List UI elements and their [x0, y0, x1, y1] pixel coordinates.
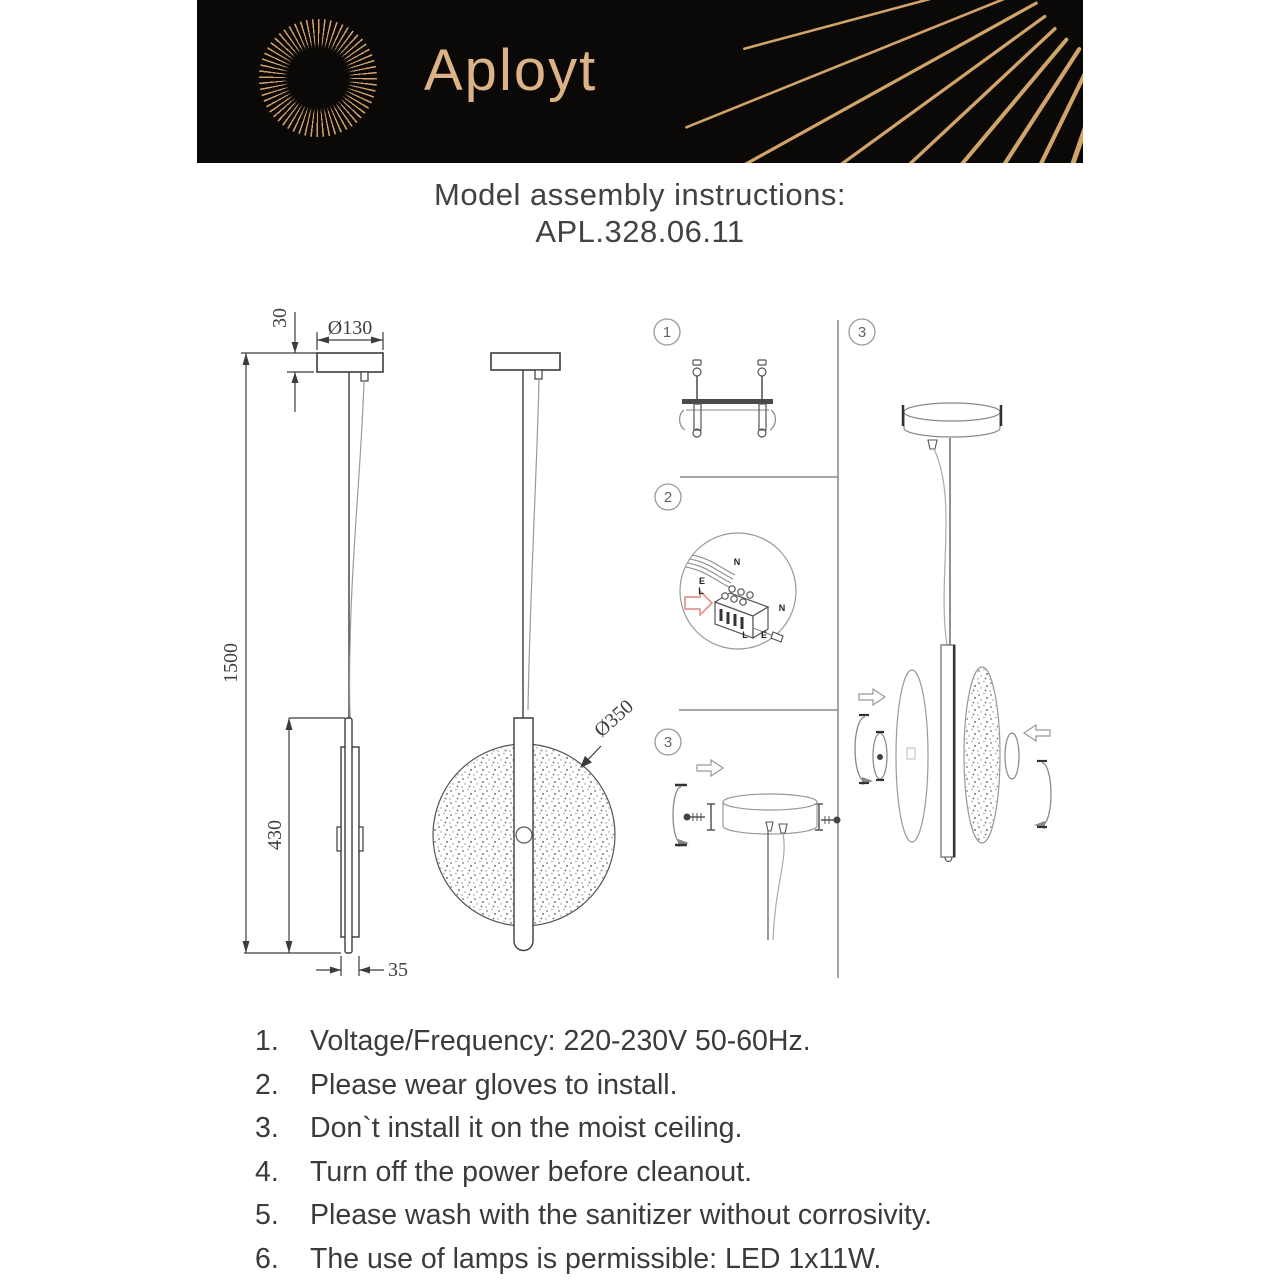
- page-title: Model assembly instructions:: [197, 176, 1083, 214]
- assembly-exploded-view: [855, 403, 1051, 862]
- instructions-list: [255, 1020, 1065, 1281]
- dim-fixture-height: 430: [264, 820, 286, 850]
- item-text: Please wash with the sanitizer without corrosivity.: [310, 1194, 1065, 1238]
- front-view-drawing: [433, 353, 615, 951]
- side-view-drawing: [241, 312, 384, 976]
- technical-drawings: [197, 260, 1083, 1010]
- wire-label-e-bottom: E: [761, 630, 767, 640]
- brand-banner: [197, 0, 1083, 163]
- item-text: The use of lamps is permissible: LED 1x11W.: [310, 1238, 1065, 1281]
- wire-label-n-top: N: [734, 557, 741, 567]
- starburst-logo-icon: [259, 19, 377, 137]
- wire-label-l-left: L: [698, 586, 704, 596]
- instruction-sheet: [197, 0, 1083, 1280]
- item-text: Turn off the power before cleanout.: [310, 1151, 1065, 1195]
- list-item: [255, 1238, 1065, 1281]
- item-number: 3.: [255, 1107, 310, 1151]
- dim-fixture-width: 35: [388, 959, 408, 981]
- item-text: Voltage/Frequency: 220-230V 50-60Hz.: [310, 1020, 1065, 1064]
- wire-label-n-right: N: [779, 603, 786, 613]
- title-block: [197, 176, 1083, 250]
- dim-canopy-diameter: Ø130: [328, 317, 372, 339]
- item-number: 1.: [255, 1020, 310, 1064]
- step-1-badge: 1: [663, 324, 671, 341]
- dim-canopy-offset: 30: [269, 308, 291, 328]
- list-item: [255, 1107, 1065, 1151]
- push-arrow-right-icon: [1024, 725, 1050, 741]
- push-arrow-left-icon: [859, 689, 885, 705]
- item-number: 5.: [255, 1194, 310, 1238]
- step-3-right-badge: 3: [858, 324, 866, 341]
- dim-total-height: 1500: [220, 643, 242, 683]
- item-number: 6.: [255, 1238, 310, 1281]
- item-number: 2.: [255, 1064, 310, 1108]
- item-text: Don`t install it on the moist ceiling.: [310, 1107, 1065, 1151]
- step-3-canopy-diagram: [673, 760, 841, 940]
- item-text: Please wear gloves to install.: [310, 1064, 1065, 1108]
- item-number: 4.: [255, 1151, 310, 1195]
- list-item: [255, 1064, 1065, 1108]
- step-2-badge: 2: [664, 489, 672, 506]
- brand-wordmark: Aployt: [424, 36, 597, 106]
- step-1-bracket-diagram: [680, 360, 776, 437]
- dim-disc-diameter: Ø350: [590, 695, 638, 741]
- model-number: APL.328.06.11: [197, 214, 1083, 250]
- step-badges: [654, 319, 875, 755]
- list-item: [255, 1194, 1065, 1238]
- step-3-badge: 3: [664, 734, 672, 751]
- list-item: [255, 1151, 1065, 1195]
- list-item: [255, 1020, 1065, 1064]
- wire-label-l-bottom: L: [742, 630, 748, 640]
- wire-label-e-left: E: [699, 576, 705, 586]
